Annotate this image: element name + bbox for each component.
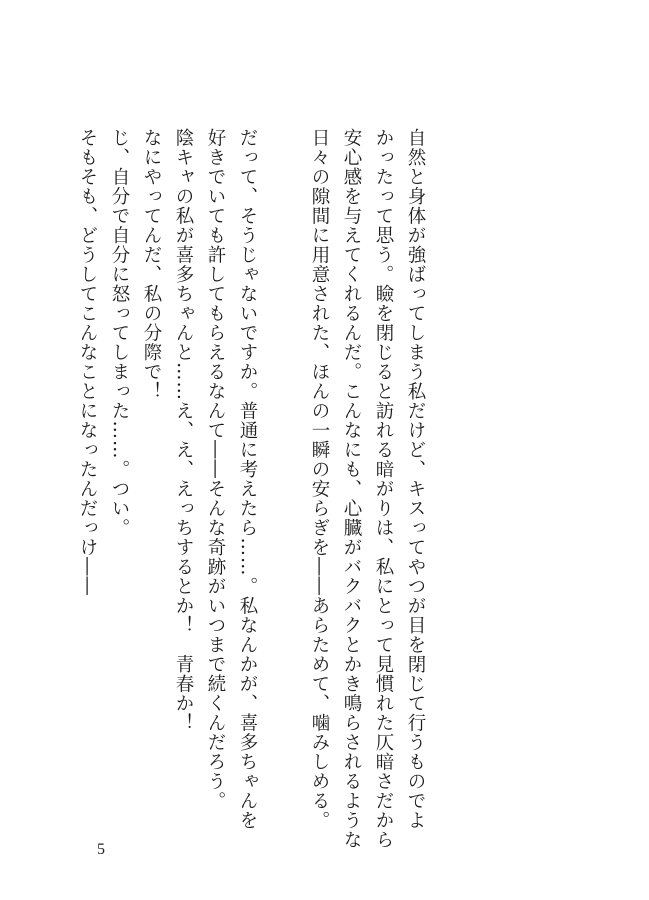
paragraph-break <box>263 128 303 828</box>
text-line: 日々の隙間に用意された、ほんの一瞬の安らぎを――あらためて、噛みしめる。 <box>309 128 330 830</box>
text-line: だって、そうじゃないですか。普通に考えたら……。私なんかが、喜多ちゃんを <box>237 128 258 830</box>
text-line: 自然と身体が強ばってしまう私だけど、キスってやつが目を閉じて行うものでよ <box>405 128 426 830</box>
text-line: 好きでいても許してもらえるなんて――そんな奇跡がいつまで続くんだろう。 <box>205 128 226 811</box>
text-line: なにやってんだ、私の分際で！ <box>141 128 162 401</box>
text-line: 安心感を与えてくれるんだ。こんなにも、心臓がバクバクとかき鳴らされるような <box>341 128 362 850</box>
vertical-text-body <box>77 128 431 850</box>
text-line: じ、自分で自分に怒ってしまった……。つい。 <box>109 128 130 538</box>
text-line: そもそも、どうしてこんなことになったんだっけ―― <box>77 128 98 596</box>
page-number: 5 <box>97 841 105 858</box>
vertical-text-columns <box>71 128 431 850</box>
text-line: かったって思う。瞼を閉じると訪れる暗がりは、私にとって見慣れた仄暗さだから <box>373 128 394 850</box>
text-line: 陰キャの私が喜多ちゃんと……え、え、えっちするとか！ 青春か！ <box>173 128 194 733</box>
